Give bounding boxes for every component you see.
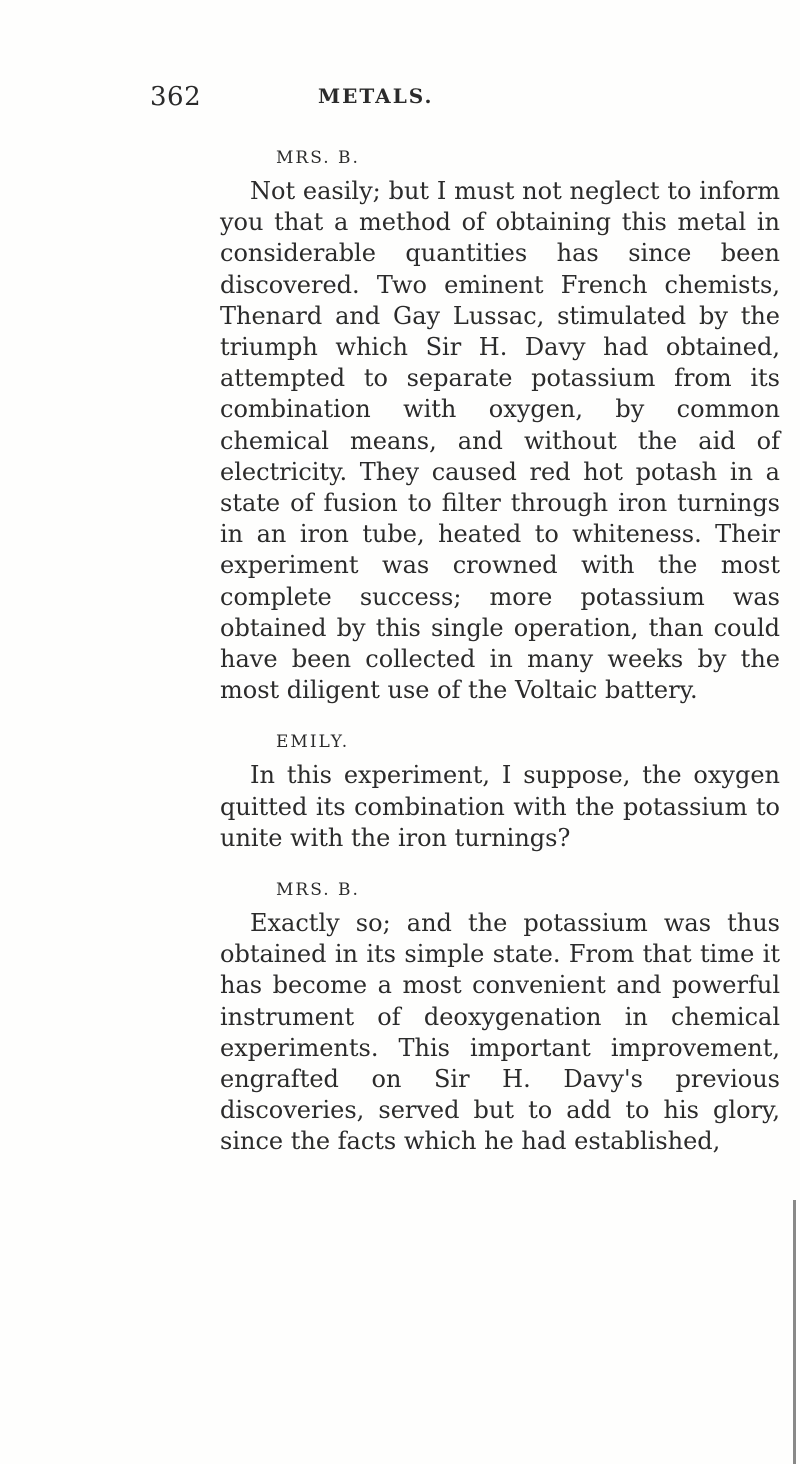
dialogue-body (220, 140, 780, 1158)
running-title: METALS. (318, 84, 434, 108)
speaker-label: MRS. B. (276, 880, 360, 901)
speaker-label: MRS. B. (276, 148, 360, 168)
page-number: 362 (150, 82, 202, 112)
dialogue-paragraph: In this experiment, I suppose, the oxygen quitted its combination with the potassium to unite with the iron turnings? (220, 761, 780, 852)
dialogue-paragraph: Not easily; but I must not neglect to inform you that a method of obtaining this metal in considerable quantities has since been discovered. Two eminent French chemists, Thenard and Gay Lussac, stimulated by the triumph which Sir H. Davy had obtained, attempted to separate potassium from its combination with oxygen, by common chemical means, and without the aid of electricity. They caused red hot potash in a state of fusion to filter through iron turnings in an iron tube, heated to whiteness. Their experiment was crowned with the most complete success; more potassium was obtained by this single operation, than could have been collected in many weeks by the most diligent use of the Voltaic battery. (220, 177, 780, 705)
speaker-label: EMILY. (276, 732, 350, 753)
running-head (0, 82, 800, 118)
dialogue-paragraph: Exactly so; and the potassium was thus obtained in its simple state. From that time it has become a most convenient and powerful instrument of deoxygenation in chemical experiments. This important improvement, engrafted on Sir H. Davy's previous discoveries, served but to add to his glory, since the facts which he had established, (220, 909, 780, 1156)
page-edge-shadow (793, 1200, 796, 1464)
